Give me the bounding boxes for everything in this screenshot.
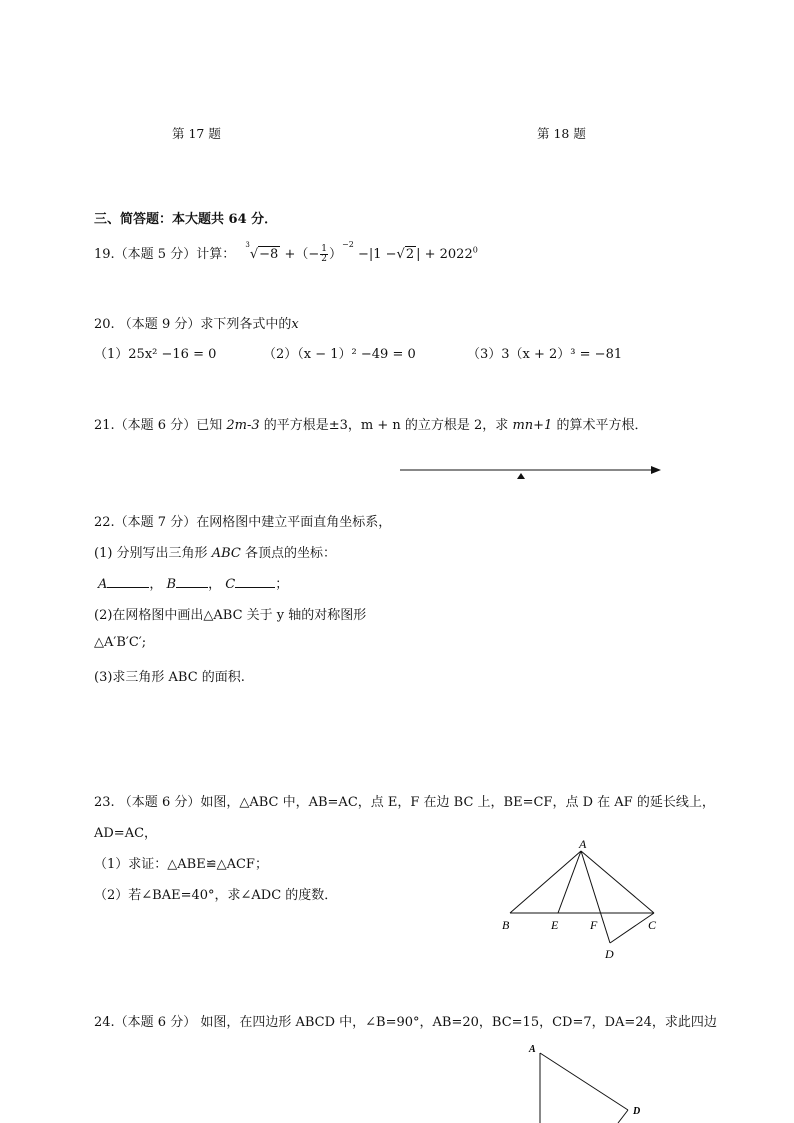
q19-frac-den: 2 (321, 254, 327, 264)
q20-p1-expr: 25x² −16 = 0 (128, 347, 217, 362)
q19-frac-num: 1 (321, 244, 327, 254)
q22-p1-triangle: ABC (211, 546, 241, 561)
point-d-label: D (605, 947, 614, 961)
segment-ad (540, 1053, 628, 1110)
segment-ab (510, 851, 581, 913)
q22-stem: 22.（本题 7 分）在网格图中建立平面直角坐标系， (94, 515, 392, 530)
q20-stem: 20. （本题 9 分）求下列各式中的 (94, 317, 292, 332)
q22-label-a: A (98, 577, 108, 592)
q21-expr2: mn+1 (512, 418, 553, 433)
point-a-label: A (579, 837, 587, 851)
q22-label-c: C (225, 577, 236, 592)
q20-p3-label: （3） (467, 347, 502, 362)
point-d-label: D (633, 1106, 641, 1117)
q19-radicand: −8 (259, 247, 279, 262)
fulcrum-triangle-icon (517, 473, 525, 479)
segment-ae (558, 851, 581, 913)
q21-text-b: 的平方根是±3，m + n 的立方根是 2，求 (259, 418, 513, 433)
number-line-figure (395, 462, 665, 482)
q22-p1-text: (1) 分别写出三角形 (94, 546, 212, 561)
point-b-label: B (502, 918, 510, 932)
section-heading: 三、简答题：本大题共 64 分． (94, 212, 278, 227)
q19-fraction (320, 245, 328, 264)
q22-blank-a (107, 575, 149, 588)
fig17-caption: 第 17 题 (172, 126, 221, 141)
point-c-label: C (648, 918, 657, 932)
q19-prefix: 19.（本题 5 分）计算： (94, 247, 236, 262)
q22-blank-c (235, 575, 275, 588)
q20-part1 (94, 343, 216, 362)
point-f-label: F (590, 918, 598, 932)
point-a-label: A (529, 1044, 536, 1055)
q22-part2: (2)在网格图中画出△ABC 关于 y 轴的对称图形 (94, 608, 367, 623)
q22-part1 (94, 542, 336, 561)
q22-p1-text-b: 各顶点的坐标： (240, 546, 336, 561)
q20-stem-line (94, 313, 299, 332)
q19-root-index: 3 (245, 240, 250, 249)
q23-line2: AD=AC， (94, 826, 158, 841)
q19-plus: +（ (284, 247, 309, 262)
q19-exp: −2 (342, 239, 354, 249)
q20-p2-expr: （x − 1）² −49 = 0 (297, 347, 416, 362)
q20-part2 (263, 343, 416, 362)
q20-p3-expr: 3（x + 2）³ = −81 (501, 347, 623, 362)
q22-coords-line: A ， B ， C ； (98, 577, 289, 592)
q20-p1-label: （1） (94, 347, 129, 362)
q19-zero-exp: 0 (472, 245, 478, 255)
q21-line (94, 414, 647, 433)
q22-blank-b (176, 575, 208, 588)
point-e-label: E (551, 918, 559, 932)
q20-part3 (467, 343, 622, 362)
q21-text-c: 的算术平方根． (552, 418, 648, 433)
arrow-head-icon (651, 466, 661, 474)
q23-line1: 23. （本题 6 分）如图，△ABC 中，AB=AC，点 E，F 在边 BC 上，BE=CF，点 D 在 AF 的延长线上， (94, 795, 715, 810)
fig18-caption: 第 18 题 (537, 126, 586, 141)
q23-part1: （1）求证：△ABE≌△ACF； (94, 857, 268, 872)
q19-abs-close: | + 2022 (416, 247, 473, 262)
q22-part2b: △A′B′C′; (94, 635, 147, 650)
q22-label-b: B (166, 577, 177, 592)
q24-quadrilateral-figure (525, 1040, 650, 1123)
segment-dc (618, 1110, 628, 1123)
q21-expr1: 2m-3 (226, 418, 260, 433)
q19-abs-open: −|1 − (357, 247, 397, 262)
segment-ac (581, 851, 654, 913)
q20-var: x (291, 317, 299, 332)
q21-text-a: 21.（本题 6 分）已知 (94, 418, 227, 433)
q23-part2: （2）若∠BAE=40°，求∠ADC 的度数． (94, 888, 338, 903)
q22-part3: (3)求三角形 ABC 的面积. (94, 670, 245, 685)
q19-sqrt-arg: 2 (405, 247, 415, 262)
q20-p2-label: （2） (263, 347, 298, 362)
q19-line: 19.（本题 5 分）计算： $^3$√−8 +（− $\frac{1}{2}$ ）$^{-2}$ −|1 −√2 | + $2022^0$ (94, 239, 478, 264)
q24-line1: 24.（本题 6 分） 如图，在四边形 ABCD 中，∠B=90°，AB=20，BC=15，CD=7，DA=24，求此四边 (94, 1015, 717, 1030)
q23-triangle-figure (495, 835, 675, 965)
